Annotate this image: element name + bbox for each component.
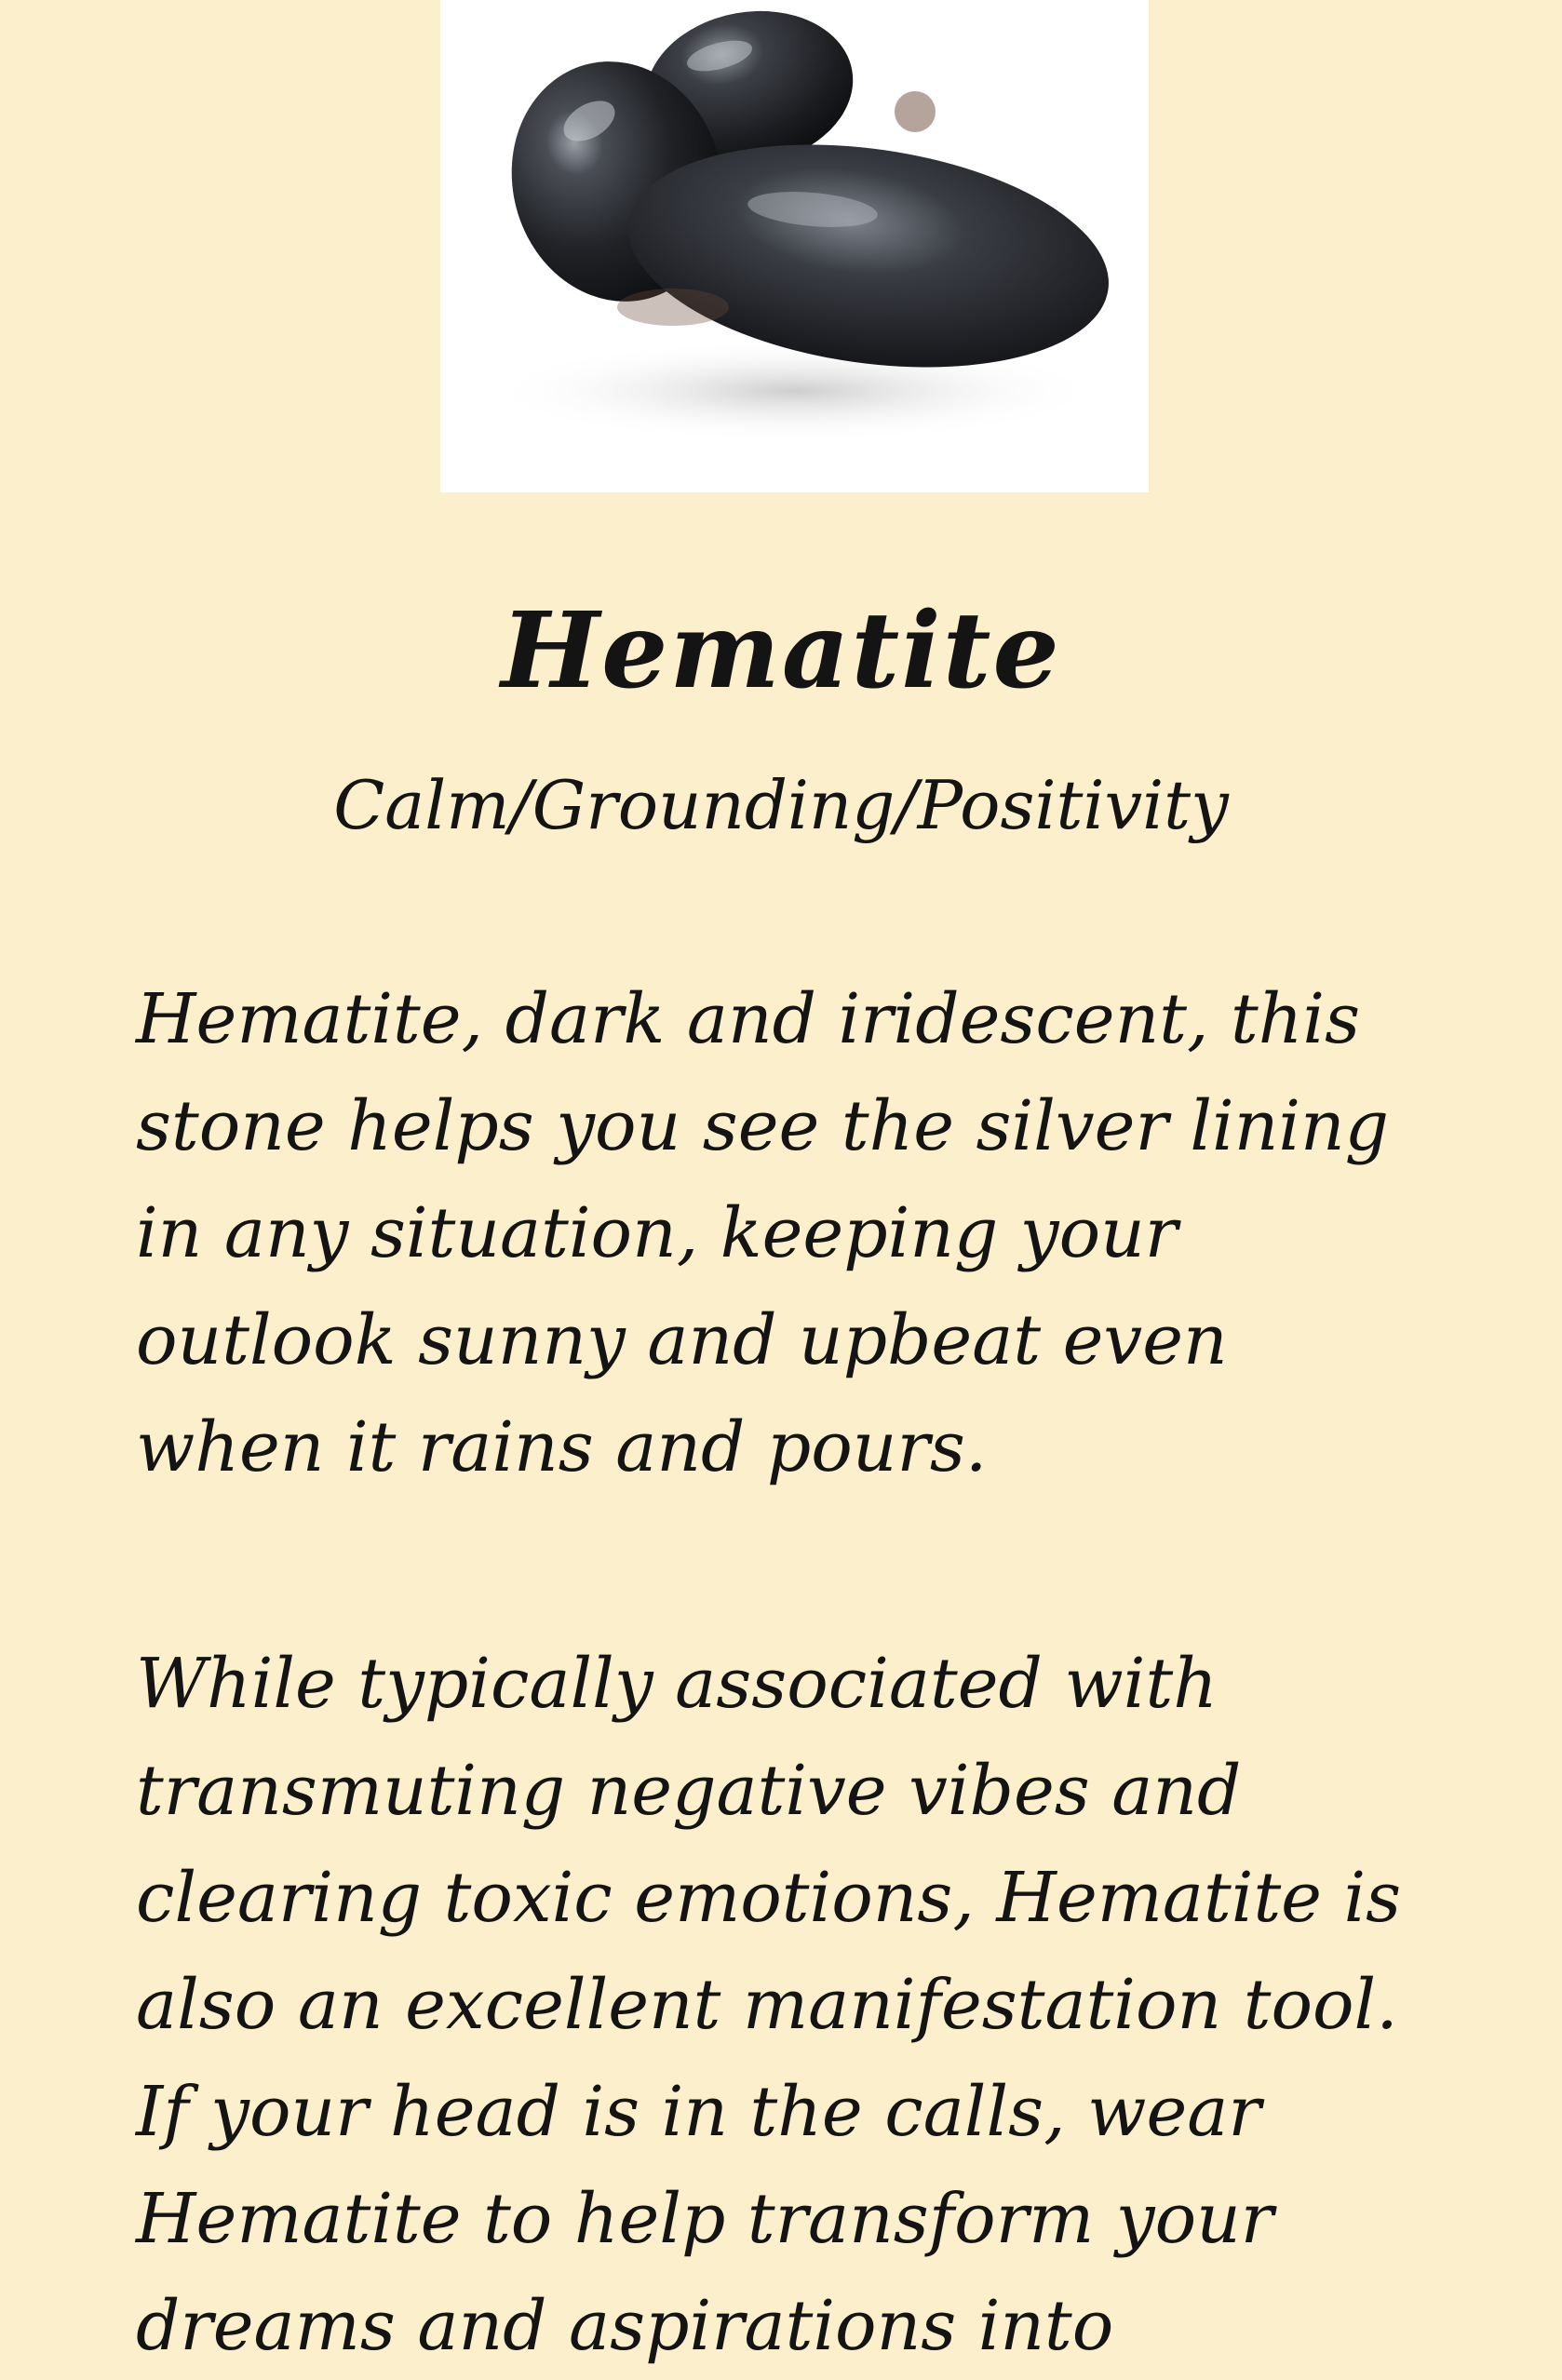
paragraph-line: clearing toxic emotions, Hematite is (136, 1858, 1402, 1938)
paragraph-line: Hematite, dark and iridescent, this (136, 979, 1361, 1059)
paragraph-line: in any situation, keeping your (136, 1193, 1178, 1273)
paragraph-line: stone helps you see the silver lining (136, 1086, 1390, 1166)
hematite-photo (440, 0, 1149, 492)
paragraph-line: when it rains and pours. (136, 1407, 988, 1487)
description-paragraph-1 (136, 966, 1458, 1501)
description-paragraph-2 (136, 1631, 1458, 2380)
paragraph-line: transmuting negative vibes and (136, 1751, 1242, 1831)
paragraph-line: Hematite to help transform your (136, 2179, 1274, 2259)
paragraph-line: If your head is in the calls, wear (136, 2072, 1261, 2152)
paragraph-line: While typically associated with (136, 1644, 1218, 1724)
paragraph-line: dreams and aspirations into (136, 2286, 1114, 2366)
page-title: Hematite (501, 590, 1061, 712)
paragraph-line: also an excellent manifestation tool. (136, 1965, 1398, 2045)
paragraph-line: outlook sunny and upbeat even (136, 1300, 1228, 1380)
subtitle-properties: Calm/Grounding/Positivity (333, 766, 1229, 844)
